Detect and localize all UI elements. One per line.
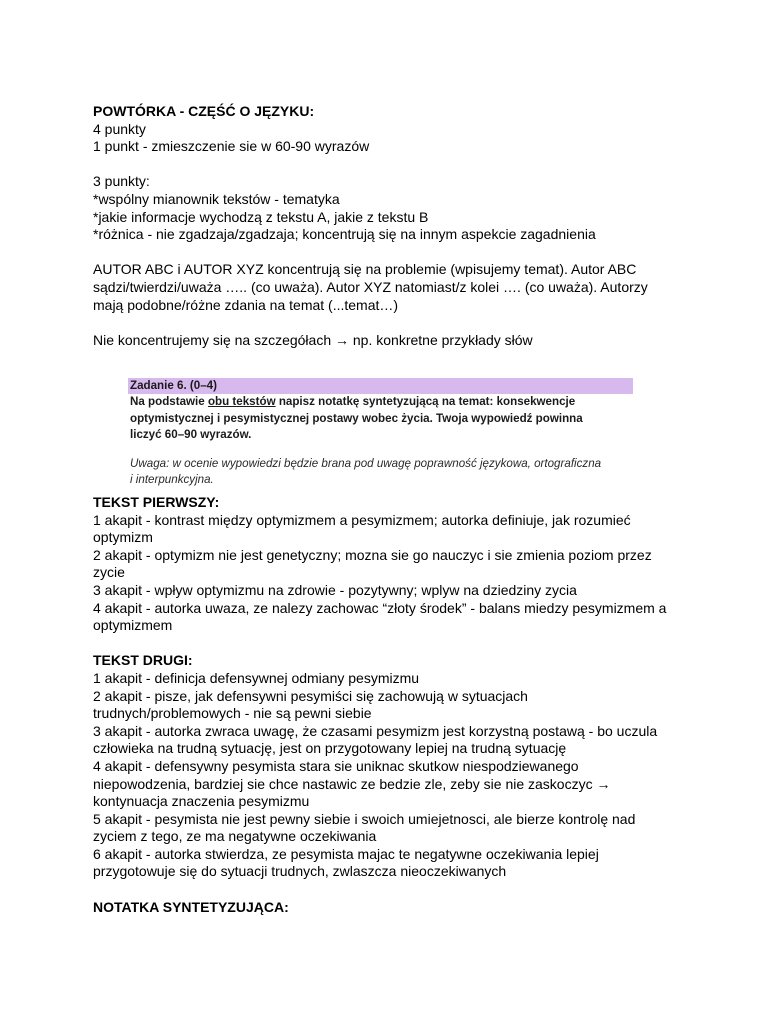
task-excerpt-image [128, 378, 638, 489]
text2-line: kontynuacja znaczenia pesymizmu [93, 793, 310, 810]
text2-line: zyciem z tego, ze ma negatywne oczekiwania [93, 828, 377, 845]
criterion-line: *jakie informacje wychodzą z tekstu A, jakie z tekstu B [93, 208, 429, 225]
points-total: 4 punkty [93, 120, 146, 137]
text2-title: TEKST DRUGI: [93, 652, 193, 669]
text1-title: TEKST PIERWSZY: [93, 494, 220, 510]
text1-line: 2 akapit - optymizm nie jest genetyczny; mozna sie go nauczyc i sie zmienia poziom przez [93, 546, 652, 563]
summary-title: NOTATKA SYNTETYZUJĄCA: [93, 898, 289, 915]
review-title: POWTÓRKA - CZĘŚĆ O JĘZYKU: [93, 103, 315, 119]
document-top-section [93, 103, 693, 349]
detail-note: Nie koncentrujemy się na szczegółach → np. konkretne przykłady słów [93, 331, 533, 348]
task-note [128, 456, 638, 489]
task-header: Zadanie 6. (0–4) [128, 378, 633, 394]
text2-line: przygotowuje się do sytuacji trudnych, zwlaszcza nieoczekiwanych [93, 863, 507, 880]
word-count-point: 1 punkt - zmieszczenie sie w 60-90 wyrazów [93, 138, 370, 155]
task-instructions [128, 394, 638, 444]
text2-line: 4 akapit - defensywny pesymista stara sie uniknac skutkow niespodziewanego [93, 757, 579, 774]
text2-line: niepowodzenia, bardziej sie chce nastawic ze bedzie zle, zeby sie nie zaskoczyc → [93, 775, 611, 792]
text1-line: 3 akapit - wpływ optymizmu na zdrowie - pozytywny; wplyw na dziedziny zycia [93, 581, 577, 598]
task-note-line: Uwaga: w ocenie wypowiedzi będzie brana pod uwagę poprawność językowa, ortograficzna [130, 456, 602, 470]
text1-line: 1 akapit - kontrast między optymizmem a pesymizmem; autorka definiuje, jak rozumieć [93, 511, 631, 528]
task-body-line: optymistycznej i pesymistycznej postawy wobec życia. Twoja wypowiedź powinna [130, 411, 583, 425]
text1-line: zycie [93, 564, 125, 581]
task-body-pre: Na podstawie [130, 395, 208, 408]
text2-line: człowieka na trudną sytuację, jest on przygotowany lepiej na trudną sytuację [93, 740, 567, 757]
text2-line: 6 akapit - autorka stwierdza, ze pesymista majac te negatywne oczekiwania lepiej [93, 845, 599, 862]
text1-line: 4 akapit - autorka uwaza, ze nalezy zachowac “złoty środek” - balans miedzy pesymizmem a [93, 599, 667, 616]
text2-line: trudnych/problemowych - nie są pewni siebie [93, 705, 372, 722]
document-bottom-section [93, 494, 713, 916]
three-points-title: 3 punkty: [93, 173, 150, 190]
task-note-line: i interpunkcyjna. [130, 473, 214, 486]
spacer [93, 156, 693, 174]
text2-line: 1 akapit - definicja defensywnej odmiany pesymizmu [93, 669, 420, 686]
task-body-underlined: obu tekstów [207, 395, 276, 408]
template-line: AUTOR ABC i AUTOR XYZ koncentrują się na problemie (wpisujemy temat). Autor ABC [93, 261, 637, 278]
text1-line: optymizm [93, 529, 153, 546]
text2-line: 3 akapit - autorka zwraca uwagę, że czasami pesymizm jest korzystną postawą - bo uczula [93, 722, 658, 739]
text2-line: 5 akapit - pesymista nie jest pewny siebie i swoich umiejetnosci, ale bierze kontrolę nad [93, 810, 636, 827]
text1-line: optymizmem [93, 617, 173, 634]
spacer [93, 244, 693, 262]
criterion-line: *różnica - nie zgadzaja/zgadzaja; koncentrują się na innym aspekcie zagadnienia [93, 226, 596, 243]
template-line: mają podobne/różne zdania na temat (...temat…) [93, 296, 399, 313]
template-line: sądzi/twierdzi/uważa ….. (co uważa). Autor XYZ natomiast/z kolei …. (co uważa). Autorzy [93, 278, 648, 295]
text2-line: 2 akapit - pisze, jak defensywni pesymiści się zachowują w sytuacjach [93, 687, 528, 704]
task-body-line: liczyć 60–90 wyrazów. [130, 428, 252, 441]
spacer [93, 635, 713, 653]
criterion-line: *wspólny mianownik tekstów - tematyka [93, 190, 340, 207]
spacer [93, 314, 693, 332]
task-body-post: napisz notatkę syntetyzującą na temat: konsekwencje [275, 395, 576, 408]
spacer [93, 881, 713, 899]
